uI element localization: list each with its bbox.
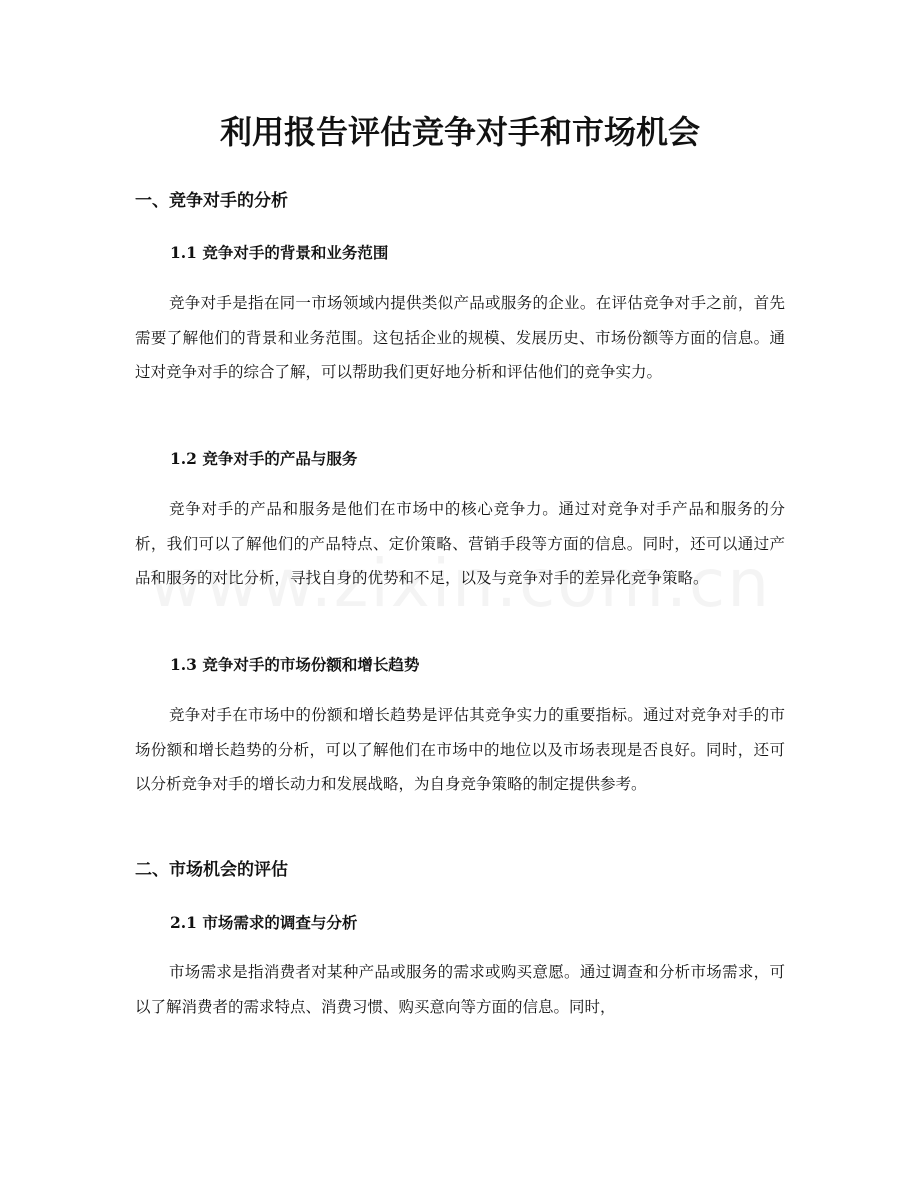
paragraph-2-1: 市场需求是指消费者对某种产品或服务的需求或购买意愿。通过调查和分析市场需求，可以了解消费者的需求特点、消费习惯、购买意向等方面的信息。同时， — [135, 963, 785, 1016]
subsection-heading-1-3: 1.3 竞争对手的市场份额和增长趋势 — [170, 655, 420, 674]
subsection-heading-1-2: 1.2 竞争对手的产品与服务 — [170, 449, 358, 468]
section-heading-2: 二、市场机会的评估 — [135, 860, 288, 880]
paragraph-1-1: 竞争对手是指在同一市场领域内提供类似产品或服务的企业。在评估竞争对手之前，首先需要了解他们的背景和业务范围。这包括企业的规模、发展历史、市场份额等方面的信息。通过对竞争对手的综合了解，可以帮助我们更好地分析和评估他们的竞争实力。 — [135, 294, 785, 381]
page-title: 利用报告评估竞争对手和市场机会 — [219, 113, 700, 151]
subsection-heading-2-1: 2.1 市场需求的调查与分析 — [170, 913, 358, 932]
subsection-heading-1-1: 1.1 竞争对手的背景和业务范围 — [170, 243, 389, 262]
paragraph-1-2: 竞争对手的产品和服务是他们在市场中的核心竞争力。通过对竞争对手产品和服务的分析，我们可以了解他们的产品特点、定价策略、营销手段等方面的信息。同时，还可以通过产品和服务的对比分析，寻找自身的优势和不足，以及与竞争对手的差异化竞争策略。 — [135, 500, 785, 587]
section-heading-1: 一、竞争对手的分析 — [135, 191, 288, 211]
paragraph-1-3: 竞争对手在市场中的份额和增长趋势是评估其竞争实力的重要指标。通过对竞争对手的市场份额和增长趋势的分析，可以了解他们在市场中的地位以及市场表现是否良好。同时，还可以分析竞争对手的增长动力和发展战略，为自身竞争策略的制定提供参考。 — [135, 706, 785, 793]
